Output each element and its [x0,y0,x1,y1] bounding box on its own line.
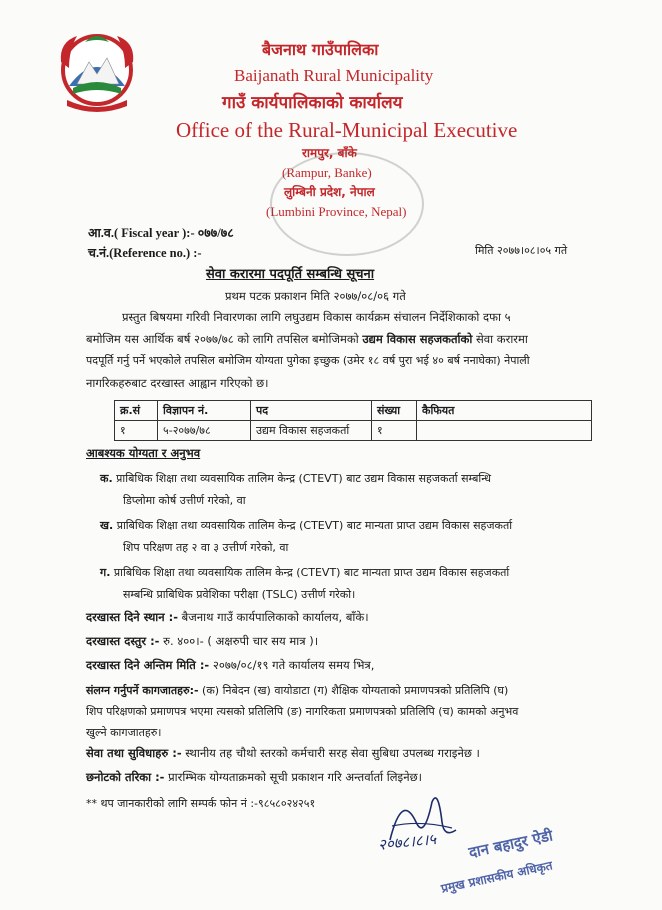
service-facilities: सेवा तथा सुविधाहरु :- स्थानीय तह चौथो स्तरको कर्मचारी सरह सेवा सुबिधा उपलब्ध गराइनेछ । [86,746,480,760]
position-name-bold: उद्यम विकास सहजकर्ताको [362,332,473,346]
signatory-name: दान बहादुर ऐडी [467,826,555,862]
province-nepali: लुम्बिनी प्रदेश, नेपाल [284,185,375,199]
municipality-name-nepali: बैजनाथ गाउँपालिका [262,40,379,59]
cell-serial: १ [115,421,158,441]
qualification-item: क. प्राबिधिक शिक्षा तथा व्यवसायिक तालिम केन्द्र (CTEVT) बाट उद्यम विकास सहजकर्ता सम्बन्धि डिप्लोमा कोर्ष उत्तीर्ण गरेको, वा [100,472,492,507]
notice-line-1: प्रस्तुत बिषयमा गरिवी निवारणका लागि लघुउद्यम विकास कार्यक्रम संचालन निर्देशिकाको दफा ५ [122,310,511,324]
col-count: संख्या [372,401,417,421]
cell-ad-number: ५-२०७७/७८ [158,421,251,441]
fiscal-year [88,224,234,241]
col-post: पद [251,401,372,421]
table-header-row [115,401,592,421]
province-english: (Lumbini Province, Nepal) [266,204,407,219]
col-serial: क्र.सं [115,401,158,421]
notice-line-4: नागरिकहरुबाट दरखास्त आह्वान गरिएको छ। [86,376,269,390]
signatory-title: प्रमुख प्रशासकीय अधिकृत [439,858,554,896]
application-fee: दरखास्त दस्तुर :- रु. ४००।- ( अक्षरुपी चार सय मात्र )। [86,634,319,648]
application-deadline: दरखास्त दिने अन्तिम मिति :- २०७७/०८/१९ गते कार्यालय समय भित्र, [86,658,375,672]
required-documents: संलग्न गर्नुपर्ने कागजातहरु:- (क) निबेदन (ख) वायोडाटा (ग) शैक्षिक योग्यताको प्रमाणपत्रको प्रतिलिपि (घ) शिप परिक्षणको प्रमाणपत्र भएमा त्यसको प्रतिलिपि (ङ) नागरिकता प्रमाणपत्रको प्रतिलिपि (च) कामको अनुभव खुल्ने कागजातहरु। [86,684,519,739]
office-name-english: Office of the Rural-Municipal Executive [176,118,518,142]
vacancy-table [114,400,592,441]
issue-date: मिति २०७७।०८।०५ गते [475,244,568,257]
office-name-nepali: गाउँ कार्यपालिकाको कार्यालय [222,93,403,113]
place-english: (Rampur, Banke) [282,165,372,180]
fiscal-year-label: आ.व.( Fiscal year ):- [88,226,195,240]
table-row [115,421,592,441]
col-remarks: कैफियत [417,401,592,421]
selection-method: छनोटको तरिका :- प्रारम्भिक योग्यताक्रमको सूची प्रकाशन गरि अन्तर्वार्ता लिइनेछ। [86,770,423,784]
reference-number: च.नं.(Reference no.) :- [88,246,202,260]
col-ad-number: विज्ञापन नं. [158,401,251,421]
qualification-item: ग. प्राबिधिक शिक्षा तथा व्यवसायिक तालिम केन्द्र (CTEVT) बाट मान्यता प्राप्त उद्यम विकास सहजकर्ता सम्बन्धि प्राबिधिक प्रवेशिका परीक्षा (TSLC) उत्तीर्ण गरेको। [100,566,510,601]
fiscal-year-value: ०७७/७८ [197,226,234,240]
first-publish-date: प्रथम पटक प्रकाशन मिति २०७७/०८/०६ गते [225,289,406,303]
cell-remarks [417,421,592,441]
application-place: दरखास्त दिने स्थान :- बैजनाथ गाउँ कार्यपालिकाको कार्यालय, बाँके। [86,610,369,624]
contact-phone: ** थप जानकारीको लागि सम्पर्क फोन नं :-९८५८०२४२५१ [86,797,316,810]
municipality-name-english: Baijanath Rural Municipality [234,66,434,85]
qualifications-heading: आबश्यक योग्यता र अनुभव [86,446,201,460]
notice-line-3: पदपूर्ति गर्नु पर्ने भएकोले तपसिल बमोजिम योग्यता पुगेका इच्छुक (उमेर १८ वर्ष पुरा भई ४० बर्ष ननाघेका) नेपाली [86,354,530,367]
place-nepali: रामपुर, बाँके [302,146,357,160]
nepal-emblem-icon [55,28,140,116]
qualification-item: ख. प्राबिधिक शिक्षा तथा व्यवसायिक तालिम केन्द्र (CTEVT) बाट मान्यता प्राप्त उद्यम विकास सहजकर्ता शिप परिक्षण तह २ वा ३ उत्तीर्ण गरेको, वा [100,519,513,554]
signature-date: २०७८।८।५ [377,830,437,854]
cell-count: १ [372,421,417,441]
notice-body [86,306,606,394]
office-stamp-icon [270,152,424,256]
notice-line-2: बमोजिम यस आर्थिक बर्ष २०७७/७८ को लागि तपसिल बमोजिमको उद्यम विकास सहजकर्ताको सेवा करारमा [86,332,528,346]
cell-post: उद्यम विकास सहजकर्ता [251,421,372,441]
notice-title: सेवा करारमा पदपूर्ति सम्बन्धि सूचना [206,267,375,282]
